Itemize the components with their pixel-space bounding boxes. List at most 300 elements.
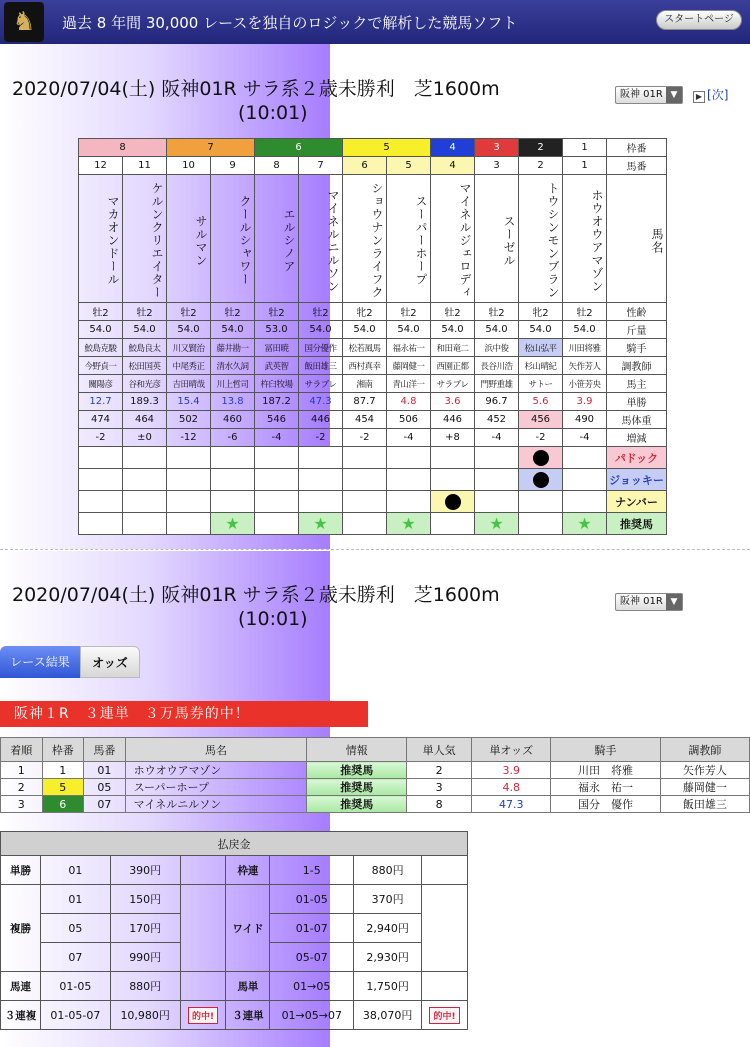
paddock-mark-cell <box>519 447 563 469</box>
result-pop-cell: 8 <box>407 796 472 813</box>
horse-name: スーパーホープ <box>387 175 431 303</box>
recommend-mark-cell <box>431 513 475 535</box>
result-waku-cell: 1 <box>42 762 84 779</box>
jockey-mark-mark-cell <box>563 469 607 491</box>
horse-name: マイネルニルソン <box>299 175 343 303</box>
horse-name: クールシャワー <box>211 175 255 303</box>
odds-cell: 13.8 <box>211 393 255 411</box>
payout-label: 単勝 <box>1 856 41 885</box>
body-weight-cell: 452 <box>475 411 519 429</box>
jockey-mark-mark-cell <box>343 469 387 491</box>
body-weight-cell: 546 <box>255 411 299 429</box>
payout-amount: 880円 <box>110 972 180 1001</box>
sex-age-cell: 牡2 <box>431 303 475 321</box>
table-row <box>1 779 750 796</box>
jockey-cell: 福永祐一 <box>387 339 431 357</box>
weight-cell: 54.0 <box>563 321 607 339</box>
diff-cell: ±0 <box>123 429 167 447</box>
row-label-sex-age: 性齢 <box>607 303 667 321</box>
jockey-mark-mark-cell <box>123 469 167 491</box>
black-circle-icon <box>533 472 549 488</box>
number-mark-cell <box>167 491 211 513</box>
body-weight-cell: 502 <box>167 411 211 429</box>
payout-blank <box>180 885 226 972</box>
jockey-cell: 冨田暁 <box>255 339 299 357</box>
umaban-cell: 10 <box>167 157 211 175</box>
payout-label: 馬連 <box>1 972 41 1001</box>
weight-cell: 54.0 <box>299 321 343 339</box>
result-rank-cell: 1 <box>1 762 43 779</box>
diff-cell: +8 <box>431 429 475 447</box>
sex-age-cell: 牝2 <box>343 303 387 321</box>
jockey-mark-mark-cell <box>299 469 343 491</box>
results-header: 着順 <box>1 738 43 762</box>
payout-amount: 990円 <box>110 943 180 972</box>
waku-cell: 6 <box>255 139 343 157</box>
weight-cell: 54.0 <box>431 321 475 339</box>
paddock-mark-cell <box>167 447 211 469</box>
umaban-cell: 9 <box>211 157 255 175</box>
results-header: 単人気 <box>407 738 472 762</box>
section-divider <box>0 549 750 550</box>
owner-cell: 杵臼牧場 <box>255 375 299 393</box>
sex-age-cell: 牡2 <box>563 303 607 321</box>
top-bar <box>0 0 750 44</box>
result-umaban-cell: 07 <box>84 796 126 813</box>
number-mark-cell <box>79 491 123 513</box>
weight-cell: 54.0 <box>211 321 255 339</box>
payout-blank <box>180 972 226 1001</box>
sex-age-cell: 牡2 <box>79 303 123 321</box>
waku-cell: 8 <box>79 139 167 157</box>
row-label-owner: 馬主 <box>607 375 667 393</box>
hit-badge: 的中! <box>188 1007 218 1024</box>
recommend-mark-cell <box>255 513 299 535</box>
row-label-diff: 増減 <box>607 429 667 447</box>
payout-combo: 1-5 <box>270 856 354 885</box>
umaban-cell: 4 <box>431 157 475 175</box>
result-jockey-cell: 国分 優作 <box>551 796 661 813</box>
result-rank-cell: 2 <box>1 779 43 796</box>
results-header: 調教師 <box>660 738 749 762</box>
trainer-cell: 飯田雄三 <box>299 357 343 375</box>
weight-cell: 54.0 <box>343 321 387 339</box>
horse-name: サルマン <box>167 175 211 303</box>
trainer-cell: 西村真幸 <box>343 357 387 375</box>
star-icon: ★ <box>489 513 504 533</box>
jockey-mark-mark-cell <box>211 469 255 491</box>
race-select-2[interactable] <box>615 593 683 611</box>
body-weight-cell: 490 <box>563 411 607 429</box>
tagline: 過去 8 年間 30,000 レースを独自のロジックで解析した競馬ソフト <box>62 14 518 32</box>
horse-name: ケルンクリエイター <box>123 175 167 303</box>
odds-cell: 4.8 <box>387 393 431 411</box>
results-header: 馬名 <box>125 738 307 762</box>
star-icon: ★ <box>401 513 416 533</box>
row-label-umaban: 馬番 <box>607 157 667 175</box>
waku-cell: 1 <box>563 139 607 157</box>
payout-amount: 1,750円 <box>354 972 422 1001</box>
paddock-mark-cell <box>79 447 123 469</box>
sex-age-cell: 牡2 <box>475 303 519 321</box>
payout-amount: 370円 <box>354 885 422 914</box>
umaban-cell: 5 <box>387 157 431 175</box>
trainer-cell: 清水久詞 <box>211 357 255 375</box>
row-label-number: ナンバー <box>607 491 667 513</box>
payout-amount: 2,940円 <box>354 914 422 943</box>
owner-cell: 谷和光彦 <box>123 375 167 393</box>
weight-cell: 54.0 <box>387 321 431 339</box>
body-weight-cell: 454 <box>343 411 387 429</box>
weight-cell: 54.0 <box>123 321 167 339</box>
sex-age-cell: 牡2 <box>123 303 167 321</box>
body-weight-cell: 446 <box>299 411 343 429</box>
odds-cell: 5.6 <box>519 393 563 411</box>
paddock-mark-cell <box>563 447 607 469</box>
result-waku-cell: 6 <box>42 796 84 813</box>
odds-cell: 47.3 <box>299 393 343 411</box>
umaban-cell: 6 <box>343 157 387 175</box>
payout-combo: 01→05→07 <box>270 1001 354 1030</box>
number-mark-cell <box>299 491 343 513</box>
chevron-down-icon: ▼ <box>666 594 682 610</box>
horse-name: エルシノア <box>255 175 299 303</box>
sex-age-cell: 牡2 <box>167 303 211 321</box>
recommend-mark-cell <box>167 513 211 535</box>
result-trainer-cell: 飯田雄三 <box>660 796 749 813</box>
umaban-cell: 7 <box>299 157 343 175</box>
horse-name: ショウナンライフク <box>343 175 387 303</box>
payout-combo: 01-05 <box>40 972 110 1001</box>
diff-cell: -12 <box>167 429 211 447</box>
weight-cell: 54.0 <box>167 321 211 339</box>
star-icon: ★ <box>225 513 240 533</box>
payout-table <box>0 831 468 1030</box>
black-circle-icon <box>445 494 461 510</box>
diff-cell: -4 <box>563 429 607 447</box>
result-pop-cell: 2 <box>407 762 472 779</box>
payout-combo: 01 <box>40 856 110 885</box>
owner-cell: 門野重雄 <box>475 375 519 393</box>
number-mark-cell <box>211 491 255 513</box>
sex-age-cell: 牡2 <box>299 303 343 321</box>
odds-cell: 87.7 <box>343 393 387 411</box>
number-mark-cell <box>431 491 475 513</box>
umaban-cell: 3 <box>475 157 519 175</box>
results-header: 騎手 <box>551 738 661 762</box>
payout-label: ３連複 <box>1 1001 41 1030</box>
race-select-value-2: 阪神 01R <box>620 596 663 607</box>
results-header: 馬番 <box>84 738 126 762</box>
owner-cell: 吉田晴哉 <box>167 375 211 393</box>
paddock-mark-cell <box>431 447 475 469</box>
diff-cell: -2 <box>343 429 387 447</box>
number-mark-cell <box>563 491 607 513</box>
payout-amount: 38,070円 <box>354 1001 422 1030</box>
table-row <box>1 796 750 813</box>
umaban-cell: 2 <box>519 157 563 175</box>
jockey-mark-mark-cell <box>475 469 519 491</box>
jockey-mark-mark-cell <box>431 469 475 491</box>
payout-combo: 05 <box>40 914 110 943</box>
diff-cell: -2 <box>299 429 343 447</box>
trainer-cell: 中尾秀正 <box>167 357 211 375</box>
hit-badge-cell <box>422 1001 468 1030</box>
payout-amount: 2,930円 <box>354 943 422 972</box>
payout-amount: 390円 <box>110 856 180 885</box>
body-weight-cell: 446 <box>431 411 475 429</box>
star-icon: ★ <box>577 513 592 533</box>
body-weight-cell: 456 <box>519 411 563 429</box>
horse-name: マイネルジェロディ <box>431 175 475 303</box>
recommend-mark-cell <box>387 513 431 535</box>
race-time-2: (10:01) <box>238 608 308 630</box>
entry-table <box>78 138 667 535</box>
result-odds-cell: 4.8 <box>472 779 551 796</box>
payout-combo: 01-07 <box>270 914 354 943</box>
row-label-odds: 単勝 <box>607 393 667 411</box>
recommend-mark-cell <box>211 513 255 535</box>
payout-combo: 01-05-07 <box>40 1001 110 1030</box>
payout-blank <box>422 972 468 1001</box>
weight-cell: 54.0 <box>79 321 123 339</box>
tab-race-result[interactable]: レース結果 <box>0 646 80 678</box>
horse-emblem-icon[interactable]: ♞ <box>4 2 44 42</box>
waku-cell: 4 <box>431 139 475 157</box>
row-label-trainer: 調教師 <box>607 357 667 375</box>
horse-name: トウシンモンブラン <box>519 175 563 303</box>
row-label-body-weight: 馬体重 <box>607 411 667 429</box>
payout-label: 馬単 <box>226 972 270 1001</box>
jockey-mark-mark-cell <box>387 469 431 491</box>
payout-amount: 150円 <box>110 885 180 914</box>
results-header: 枠番 <box>42 738 84 762</box>
number-mark-cell <box>255 491 299 513</box>
paddock-mark-cell <box>123 447 167 469</box>
jockey-cell: 国分優作 <box>299 339 343 357</box>
payout-label: ワイド <box>226 885 270 972</box>
odds-cell: 15.4 <box>167 393 211 411</box>
horse-name: スーゼル <box>475 175 519 303</box>
trainer-cell: 西園正都 <box>431 357 475 375</box>
result-name-cell: スーパーホープ <box>125 779 307 796</box>
jockey-cell: 鮫島克駿 <box>79 339 123 357</box>
race-title-2: 2020/07/04(土) 阪神01R サラ系２歳未勝利 芝1600m <box>12 584 500 606</box>
jockey-mark-mark-cell <box>79 469 123 491</box>
paddock-mark-cell <box>255 447 299 469</box>
recommend-mark-cell <box>123 513 167 535</box>
owner-cell: 川上哲司 <box>211 375 255 393</box>
owner-cell: 關陽彦 <box>79 375 123 393</box>
jockey-cell: 川又賢治 <box>167 339 211 357</box>
table-row <box>1 762 750 779</box>
start-page-button[interactable]: スタートページ <box>656 10 742 30</box>
result-odds-cell: 3.9 <box>472 762 551 779</box>
payout-blank <box>422 856 468 885</box>
recommend-mark-cell <box>299 513 343 535</box>
umaban-cell: 11 <box>123 157 167 175</box>
body-weight-cell: 464 <box>123 411 167 429</box>
weight-cell: 54.0 <box>519 321 563 339</box>
odds-cell: 3.9 <box>563 393 607 411</box>
jockey-mark-mark-cell <box>519 469 563 491</box>
recommend-mark-cell <box>343 513 387 535</box>
payout-combo: 01 <box>40 885 110 914</box>
trainer-cell: 武英智 <box>255 357 299 375</box>
sex-age-cell: 牡2 <box>387 303 431 321</box>
paddock-mark-cell <box>211 447 255 469</box>
trainer-cell: 藤岡健一 <box>387 357 431 375</box>
paddock-mark-cell <box>475 447 519 469</box>
weight-cell: 54.0 <box>475 321 519 339</box>
trainer-cell: 今野貞一 <box>79 357 123 375</box>
horse-name: ホウオウアマゾン <box>563 175 607 303</box>
jockey-cell: 藤井勘一 <box>211 339 255 357</box>
recommend-mark-cell <box>79 513 123 535</box>
row-label-weight: 斤量 <box>607 321 667 339</box>
paddock-mark-cell <box>343 447 387 469</box>
payout-label: ３連単 <box>226 1001 270 1030</box>
horse-name: マカオンドール <box>79 175 123 303</box>
waku-cell: 2 <box>519 139 563 157</box>
body-weight-cell: 460 <box>211 411 255 429</box>
waku-cell: 7 <box>167 139 255 157</box>
waku-cell: 3 <box>475 139 519 157</box>
chevron-down-icon: ▼ <box>666 87 682 103</box>
owner-cell: サラブレ <box>299 375 343 393</box>
hit-banner: 阪神１R ３連単 ３万馬券的中！ <box>0 701 368 727</box>
umaban-cell: 8 <box>255 157 299 175</box>
trainer-cell: 松田国英 <box>123 357 167 375</box>
jockey-mark-mark-cell <box>255 469 299 491</box>
diff-cell: -2 <box>519 429 563 447</box>
diff-cell: -6 <box>211 429 255 447</box>
jockey-cell: 松若風馬 <box>343 339 387 357</box>
result-info-cell: 推奨馬 <box>307 779 407 796</box>
result-name-cell: ホウオウアマゾン <box>125 762 307 779</box>
trainer-cell: 杉山晴紀 <box>519 357 563 375</box>
payout-combo: 01-05 <box>270 885 354 914</box>
sex-age-cell: 牝2 <box>519 303 563 321</box>
result-name-cell: マイネルニルソン <box>125 796 307 813</box>
result-info-cell: 推奨馬 <box>307 796 407 813</box>
tab-odds[interactable]: オッズ <box>80 646 140 678</box>
race-title: 2020/07/04(土) 阪神01R サラ系２歳未勝利 芝1600m <box>12 78 500 100</box>
result-pop-cell: 3 <box>407 779 472 796</box>
race-time: (10:01) <box>238 102 308 124</box>
jockey-cell: 鮫島良太 <box>123 339 167 357</box>
results-header: 単オッズ <box>472 738 551 762</box>
odds-cell: 189.3 <box>123 393 167 411</box>
payout-combo: 01→05 <box>270 972 354 1001</box>
row-label-jockey-mark: ジョッキー <box>607 469 667 491</box>
payout-amount: 10,980円 <box>110 1001 180 1030</box>
row-label-jockey: 騎手 <box>607 339 667 357</box>
body-weight-cell: 506 <box>387 411 431 429</box>
recommend-mark-cell <box>563 513 607 535</box>
next-race-link[interactable]: ▶ [次] <box>693 86 728 103</box>
trainer-cell: 矢作芳人 <box>563 357 607 375</box>
payout-combo: 07 <box>40 943 110 972</box>
jockey-cell: 浜中俊 <box>475 339 519 357</box>
payout-blank <box>422 885 468 972</box>
sex-age-cell: 牡2 <box>211 303 255 321</box>
trainer-cell: 長谷川浩 <box>475 357 519 375</box>
row-label-paddock: パドック <box>607 447 667 469</box>
paddock-mark-cell <box>299 447 343 469</box>
odds-cell: 12.7 <box>79 393 123 411</box>
payout-amount: 880円 <box>354 856 422 885</box>
race-select[interactable] <box>615 86 683 104</box>
results-table <box>0 737 750 813</box>
result-info-cell: 推奨馬 <box>307 762 407 779</box>
next-label: 次 <box>711 88 724 102</box>
recommend-mark-cell <box>475 513 519 535</box>
result-trainer-cell: 藤岡健一 <box>660 779 749 796</box>
diff-cell: -4 <box>475 429 519 447</box>
race-select-value: 阪神 01R <box>620 89 663 100</box>
row-label-recommend: 推奨馬 <box>607 513 667 535</box>
hit-badge-cell <box>180 1001 226 1030</box>
odds-cell: 187.2 <box>255 393 299 411</box>
number-mark-cell <box>387 491 431 513</box>
paddock-mark-cell <box>387 447 431 469</box>
number-mark-cell <box>123 491 167 513</box>
payout-blank <box>180 856 226 885</box>
payout-label: 複勝 <box>1 885 41 972</box>
diff-cell: -4 <box>387 429 431 447</box>
number-mark-cell <box>343 491 387 513</box>
result-odds-cell: 47.3 <box>472 796 551 813</box>
row-label-name: 馬名 <box>607 175 667 303</box>
jockey-cell: 和田竜二 <box>431 339 475 357</box>
odds-cell: 3.6 <box>431 393 475 411</box>
umaban-cell: 12 <box>79 157 123 175</box>
result-waku-cell: 5 <box>42 779 84 796</box>
number-mark-cell <box>475 491 519 513</box>
body-weight-cell: 474 <box>79 411 123 429</box>
star-icon: ★ <box>313 513 328 533</box>
recommend-mark-cell <box>519 513 563 535</box>
sex-age-cell: 牡2 <box>255 303 299 321</box>
owner-cell: 小笹芳央 <box>563 375 607 393</box>
row-label-waku: 枠番 <box>607 139 667 157</box>
jockey-cell: 松山弘平 <box>519 339 563 357</box>
owner-cell: サトー <box>519 375 563 393</box>
weight-cell: 53.0 <box>255 321 299 339</box>
umaban-cell: 1 <box>563 157 607 175</box>
result-umaban-cell: 01 <box>84 762 126 779</box>
result-umaban-cell: 05 <box>84 779 126 796</box>
waku-cell: 5 <box>343 139 431 157</box>
number-mark-cell <box>519 491 563 513</box>
owner-cell: サラブレ <box>431 375 475 393</box>
payout-label: 枠連 <box>226 856 270 885</box>
payout-combo: 05-07 <box>270 943 354 972</box>
payout-title: 払戻金 <box>1 832 468 856</box>
results-header: 情報 <box>307 738 407 762</box>
payout-amount: 170円 <box>110 914 180 943</box>
play-icon: ▶ <box>693 91 705 103</box>
jockey-mark-mark-cell <box>167 469 211 491</box>
result-rank-cell: 3 <box>1 796 43 813</box>
result-jockey-cell: 福永 祐一 <box>551 779 661 796</box>
odds-cell: 96.7 <box>475 393 519 411</box>
result-jockey-cell: 川田 将雅 <box>551 762 661 779</box>
owner-cell: 青山洋一 <box>387 375 431 393</box>
owner-cell: 湘南 <box>343 375 387 393</box>
result-trainer-cell: 矢作芳人 <box>660 762 749 779</box>
